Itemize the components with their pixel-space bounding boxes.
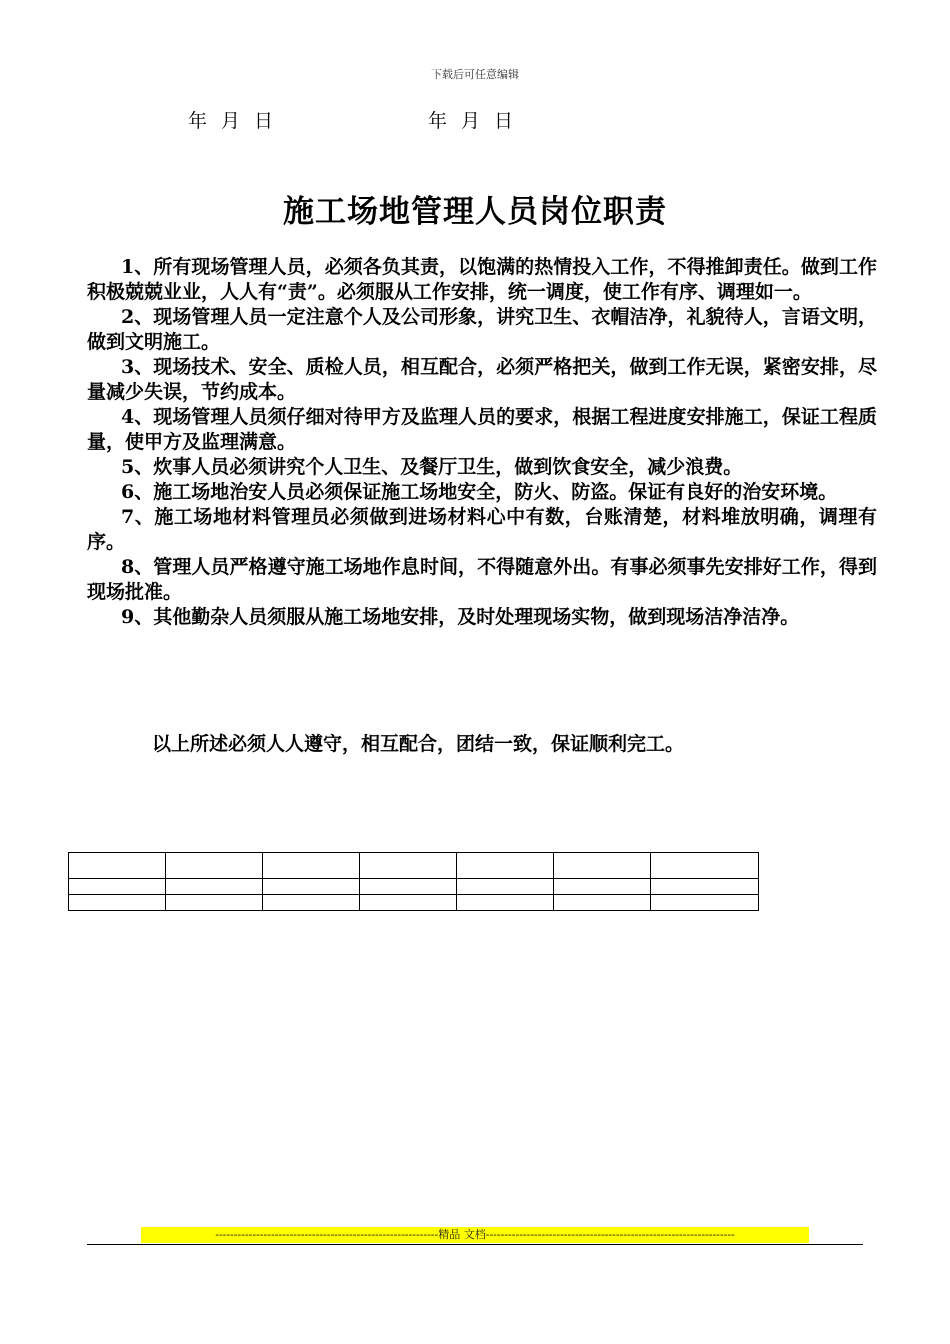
table-cell: [263, 895, 360, 911]
table-cell: [554, 895, 651, 911]
duties-list: [87, 255, 877, 630]
table-cell: [457, 853, 554, 879]
duty-paragraph-4: 4、现场管理人员须仔细对待甲方及监理人员的要求，根据工程进度安排施工，保证工程质量，使甲方及监理满意。: [87, 406, 877, 453]
table-cell: [263, 853, 360, 879]
blank-signature-table: [68, 852, 759, 911]
table-cell: [360, 895, 457, 911]
table-row: [69, 879, 759, 895]
table-cell: [651, 879, 759, 895]
duty-paragraph-5: 5、炊事人员必须讲究个人卫生、及餐厅卫生，做到饮食安全，减少浪费。: [121, 456, 743, 478]
table-cell: [457, 879, 554, 895]
duty-paragraph-3: 3、现场技术、安全、质检人员，相互配合，必须严格把关，做到工作无误，紧密安排，尽量减少失误，节约成本。: [87, 356, 877, 403]
duty-paragraph-7: 7、施工场地材料管理员必须做到进场材料心中有数，台账清楚，材料堆放明确，调理有序。: [87, 506, 877, 553]
table-cell: [554, 853, 651, 879]
table-cell: [166, 879, 263, 895]
duty-paragraph-1: 1、所有现场管理人员，必须各负其责，以饱满的热情投入工作，不得推卸责任。做到工作积极兢兢业业，人人有“责”。必须服从工作安排，统一调度，使工作有序、调理如一。: [87, 256, 877, 303]
date-right: 年月日: [428, 110, 528, 132]
table-cell: [360, 853, 457, 879]
table-cell: [69, 879, 166, 895]
table-cell: [263, 879, 360, 895]
table-cell: [651, 895, 759, 911]
document-title: 施工场地管理人员岗位职责: [283, 194, 667, 230]
header-note: 下载后可任意编辑: [431, 68, 519, 81]
table-cell: [166, 853, 263, 879]
duty-paragraph-6: 6、施工场地治安人员必须保证施工场地安全，防火、防盗。保证有良好的治安环境。: [121, 481, 838, 503]
table-cell: [457, 895, 554, 911]
table-cell: [69, 853, 166, 879]
duty-paragraph-8: 8、管理人员严格遵守施工场地作息时间，不得随意外出。有事必须事先安排好工作，得到现场批准。: [87, 556, 877, 603]
duty-paragraph-9: 9、其他勤杂人员须服从施工场地安排，及时处理现场实物，做到现场洁净洁净。: [121, 606, 800, 628]
closing-statement: 以上所述必须人人遵守，相互配合，团结一致，保证顺利完工。: [152, 733, 685, 755]
date-left: 年月日: [188, 110, 288, 132]
table-row: [69, 895, 759, 911]
table-cell: [554, 879, 651, 895]
footer-divider: [87, 1244, 863, 1245]
table-row: [69, 853, 759, 879]
footer-watermark: ------------------------------------------------------------精品 文档-------------------------------------------------------------------: [141, 1227, 809, 1243]
duty-paragraph-2: 2、现场管理人员一定注意个人及公司形象，讲究卫生、衣帽洁净，礼貌待人，言语文明，做到文明施工。: [87, 306, 877, 353]
table-cell: [69, 895, 166, 911]
table-cell: [166, 895, 263, 911]
table-cell: [651, 853, 759, 879]
table-cell: [360, 879, 457, 895]
